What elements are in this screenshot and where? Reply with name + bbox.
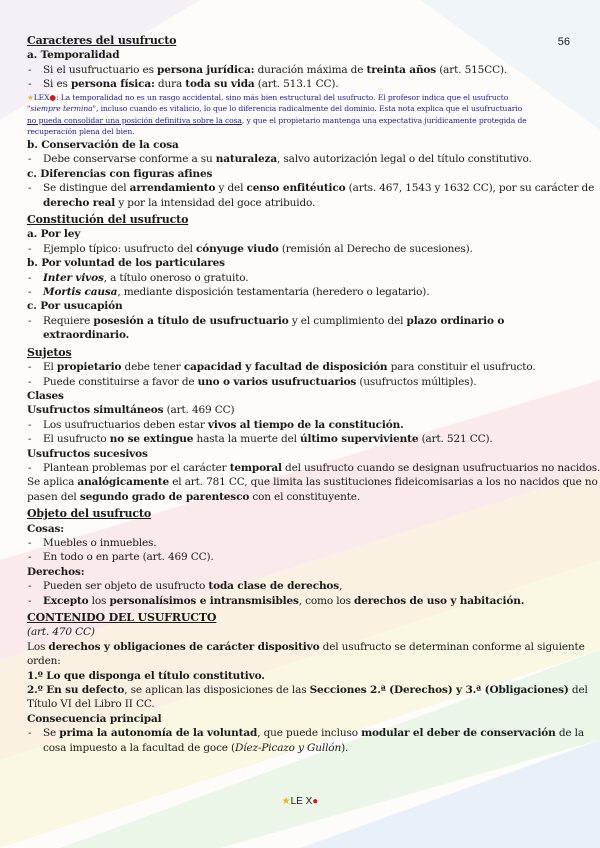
subheading-diferencias: c. Diferencias con figuras afines (27, 167, 213, 180)
subheading-sucesivos: Usufructos sucesivos (27, 447, 148, 460)
paragraph-line: Los derechos y obligaciones de carácter dispositivo del usufructo se determinan conforme al siguiente (27, 640, 585, 653)
subheading-simultaneos: Usufructos simultáneos (art. 469 CC) (27, 404, 235, 417)
section-title-contenido: CONTENIDO DEL USUFRUCTO (27, 611, 217, 624)
list-item: - Los usufructuarios deben estar vivos al tiempo de la constitución. (27, 418, 575, 432)
subheading-consecuencia: Consecuencia principal (27, 712, 162, 725)
list-item: - Mortis causa, mediante disposición testamentaria (heredero o legatario). (27, 285, 575, 299)
section-title-caracteres: Caracteres del usufructo (27, 34, 177, 47)
section-title-constitucion: Constitución del usufructo (27, 213, 189, 227)
subheading-conservacion: b. Conservación de la cosa (27, 139, 179, 151)
list-item: - Plantean problemas por el carácter temporal del usufructo cuando se designan usufructuarios no nacidos. (27, 461, 575, 475)
paragraph-line: Título VI del Libro II CC. (27, 698, 155, 711)
list-item-continuation: cosa impuesto a la facultad de goce (Díez-Picazo y Gullón). (43, 741, 349, 754)
list-item: - Si es persona física: dura toda su vida (art. 513.1 CC). (27, 77, 575, 91)
list-item: - Ejemplo típico: usufructo del cónyuge viudo (remisión al Derecho de sucesiones). (27, 242, 575, 256)
list-item-continuation: extraordinario. (43, 329, 130, 342)
list-item: - En todo o en parte (art. 469 CC). (27, 550, 575, 564)
subheading-usucapion: c. Por usucapión (27, 300, 123, 313)
list-item-continuation: derecho real y por la intensidad del goce atribuido. (43, 196, 316, 209)
article-reference: (art. 470 CC) (27, 626, 95, 639)
footer-label: LE X (290, 796, 313, 807)
document-body (27, 34, 600, 755)
paragraph-line: orden: (27, 655, 61, 668)
list-item: - Puede constituirse a favor de uno o varios usufructuarios (usufructos múltiples). (27, 375, 575, 389)
lex-note: ★LEX●: La temporalidad no es un rasgo accidental, sino más bien estructural del usufructo. El profesor indica que el usufructo "siempre termina", incluso cuando es vitalicio, lo que lo diferencia radicalmente del dominio. Esta nota explica que el usufructuario no pueda consolidar una posición definitiva sobre la cosa, y que el propietario mantenga una expectativa jurídicamente protegida de recuperación plena del bien. (27, 92, 527, 137)
subheading-temporalidad: a. Temporalidad (27, 49, 120, 62)
list-item: - Debe conservarse conforme a su naturaleza, salvo autorización legal o del título constitutivo. (27, 152, 575, 166)
list-item: - El usufructo no se extingue hasta la muerte del último superviviente (art. 521 CC). (27, 432, 575, 446)
lex-label: LEX (33, 92, 50, 102)
page-number: 56 (557, 36, 570, 48)
list-item: - El propietario debe tener capacidad y facultad de disposición para constituir el usufructo. (27, 360, 575, 374)
paragraph-line: 2.º En su defecto, se aplican las disposiciones de las Secciones 2.ª (Derechos) y 3.ª (Obligaciones) del (27, 684, 588, 697)
paragraph-line: 1.º Lo que disponga el título constitutivo. (27, 669, 265, 682)
paragraph-line: Se aplica analógicamente el art. 781 CC, que limita las sustituciones fideicomisarias a los no nacidos que no (27, 476, 598, 489)
star-icon: ★ (27, 92, 34, 102)
list-item: - Pueden ser objeto de usufructo toda clase de derechos, (27, 579, 575, 593)
subheading-derechos: Derechos: (27, 565, 85, 578)
section-title-sujetos: Sujetos (27, 345, 72, 359)
list-item: - Se distingue del arrendamiento y del censo enfitéutico (arts. 467, 1543 y 1632 CC), por su carácter de (27, 181, 575, 195)
list-item: - Se prima la autonomía de la voluntad, que puede incluso modular el deber de conservación de la (27, 726, 575, 740)
paragraph-line: pasen del segundo grado de parentesco con el constituyente. (27, 490, 361, 503)
subheading-voluntad: b. Por voluntad de los particulares (27, 257, 225, 270)
footer-logo (0, 796, 600, 807)
list-item: - Muebles o inmuebles. (27, 536, 575, 550)
drop-icon: ● (49, 92, 56, 102)
subheading-cosas: Cosas: (27, 522, 64, 535)
list-item: - Inter vivos, a título oneroso o gratuito. (27, 271, 575, 285)
star-icon: ★ (281, 796, 291, 807)
list-item: - Si el usufructuario es persona jurídica: duración máxima de treinta años (art. 515CC). (27, 63, 575, 77)
list-item: - Excepto los personalísimos e intransmisibles, como los derechos de uso y habitación. (27, 594, 575, 608)
list-item: - Requiere posesión a título de usufructuario y el cumplimiento del plazo ordinario o (27, 314, 575, 328)
subheading-clases: Clases (27, 389, 64, 402)
section-title-objeto: Objeto del usufructo (27, 507, 152, 521)
subheading-ley: a. Por ley (27, 228, 81, 241)
drop-icon: ● (312, 796, 319, 807)
